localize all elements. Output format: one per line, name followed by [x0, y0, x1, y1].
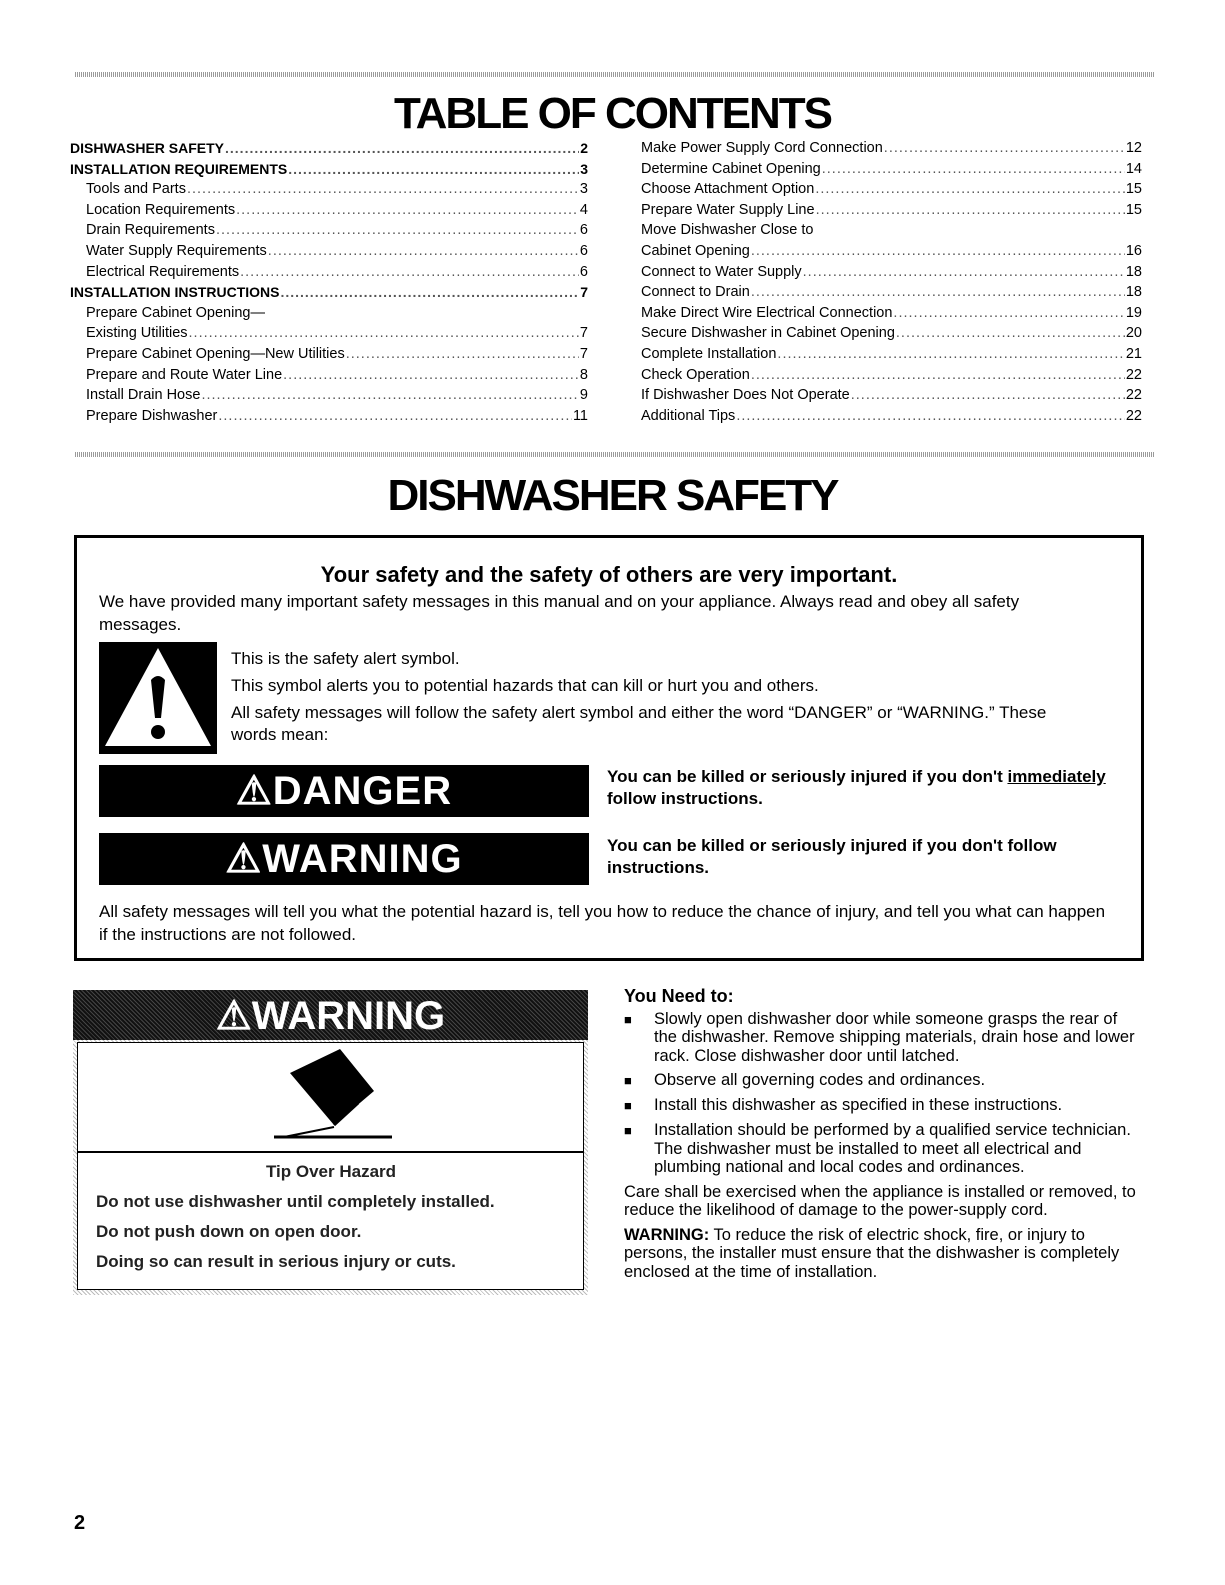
- toc-entry-label: Existing Utilities: [86, 325, 188, 342]
- toc-entry-label: Check Operation: [641, 366, 750, 383]
- toc-entry-label: Determine Cabinet Opening: [641, 160, 821, 177]
- toc-entry[interactable]: [641, 241, 1142, 262]
- safety-box-title: Your safety and the safety of others are very important.: [320, 562, 898, 587]
- danger-text-emphasis: immediately: [1007, 767, 1106, 786]
- toc-leader-dots: [346, 344, 579, 365]
- toc-entry[interactable]: [70, 385, 588, 406]
- toc-leader-dots: [896, 323, 1125, 344]
- toc-entry-label: Drain Requirements: [86, 222, 215, 239]
- toc-leader-dots: [280, 282, 579, 303]
- list-item: [624, 1121, 1144, 1177]
- danger-text-a: You can be killed or seriously injured if you don't: [607, 767, 1008, 786]
- list-item: [624, 1096, 1144, 1115]
- bullet-square-icon: ■: [624, 1098, 632, 1113]
- toc-entry-label: Prepare Cabinet Opening—New Utilities: [86, 345, 345, 362]
- tip-over-hazard: Tip Over Hazard: [265, 1162, 397, 1181]
- warning-paragraph: [624, 1226, 1144, 1282]
- toc-entry-page: 4: [579, 201, 588, 218]
- warning-text: You can be killed or seriously injured if you don't follow instructions.: [607, 836, 1057, 877]
- alert-lines: [231, 648, 1111, 751]
- toc-leader-dots: [777, 344, 1124, 365]
- warning-label: WARNING: [262, 837, 463, 881]
- tip-over-line: Do not use dishwasher until completely installed.: [96, 1192, 495, 1211]
- toc-leader-dots: [268, 241, 579, 262]
- toc-left-column: [70, 138, 588, 426]
- tip-over-warning-label: WARNING: [251, 994, 446, 1038]
- toc-leader-dots: [751, 365, 1125, 386]
- toc-entry-label: Secure Dishwasher in Cabinet Opening: [641, 325, 895, 342]
- warning-paragraph-label: WARNING:: [624, 1225, 710, 1244]
- toc-entry[interactable]: [70, 323, 588, 344]
- list-item-text: Observe all governing codes and ordinances.: [654, 1071, 986, 1089]
- toc-entry[interactable]: [70, 220, 588, 241]
- danger-label: DANGER: [272, 769, 453, 813]
- alert-triangle-icon: ⚠: [225, 837, 263, 881]
- toc-entry[interactable]: [70, 262, 588, 283]
- toc-entry-page: 11: [572, 407, 588, 424]
- toc-entry[interactable]: [641, 344, 1142, 365]
- alert-triangle-icon: ⚠: [215, 994, 252, 1038]
- toc-title: TABLE OF CONTENTS: [394, 89, 831, 138]
- toc-right-column: [641, 138, 1142, 426]
- alert-line: This symbol alerts you to potential hazards that can kill or hurt you and others.: [231, 676, 819, 695]
- toc-entry[interactable]: [641, 200, 1142, 221]
- toc-entry-label: Prepare and Route Water Line: [86, 366, 283, 383]
- you-need-to-section: [624, 987, 1144, 1281]
- danger-text: [607, 766, 1127, 810]
- toc-entry-page: 15: [1125, 201, 1142, 218]
- toc-entry-label: Water Supply Requirements: [86, 242, 267, 259]
- toc-entry-label: Prepare Dishwasher: [86, 407, 218, 424]
- tip-over-line: Doing so can result in serious injury or cuts.: [96, 1252, 456, 1271]
- tip-over-warning-header: [73, 990, 588, 1040]
- toc-entry[interactable]: [641, 406, 1142, 427]
- toc-entry-page: 6: [579, 222, 588, 239]
- toc-entry-page: 6: [579, 242, 588, 259]
- toc-leader-dots: [803, 262, 1125, 283]
- toc-leader-dots: [225, 138, 579, 159]
- toc-entry-label: Cabinet Opening: [641, 242, 750, 259]
- toc-entry-page: 21: [1125, 345, 1142, 362]
- toc-entry-page: 8: [579, 366, 588, 383]
- toc-entry-label: INSTALLATION INSTRUCTIONS: [70, 284, 280, 301]
- bullet-square-icon: ■: [624, 1073, 632, 1088]
- toc-entry[interactable]: [70, 344, 588, 365]
- toc-entry[interactable]: [641, 282, 1142, 303]
- toc-entry-label: Tools and Parts: [86, 181, 186, 198]
- toc-entry-page: 7: [579, 325, 588, 342]
- tip-over-line: Do not push down on open door.: [96, 1222, 362, 1241]
- toc-entry-label: Install Drain Hose: [86, 387, 201, 404]
- warning-signal-bar: [99, 833, 589, 885]
- toc-entry[interactable]: [641, 303, 1142, 324]
- toc-entry-label: Additional Tips: [641, 407, 736, 424]
- toc-entry[interactable]: [70, 365, 588, 386]
- safety-footer: All safety messages will tell you what the potential hazard is, tell you how to reduce the chance of injury, and tell you what can happen if the instructions are not followed.: [99, 902, 1106, 944]
- toc-entry-label: Electrical Requirements: [86, 263, 240, 280]
- list-item: [624, 1071, 1144, 1090]
- toc-entry[interactable]: [70, 282, 588, 303]
- toc-leader-dots: [851, 385, 1125, 406]
- toc-entry-label: Connect to Drain: [641, 284, 750, 301]
- toc-entry[interactable]: [70, 200, 588, 221]
- safety-box: [74, 535, 1144, 961]
- alert-line: This is the safety alert symbol.: [231, 649, 460, 668]
- toc-entry-page: 20: [1125, 325, 1142, 342]
- toc-leader-dots: [893, 303, 1124, 324]
- toc-entry-page: 15: [1125, 181, 1142, 198]
- toc-entry-page: 12: [1125, 140, 1142, 156]
- toc-leader-dots: [201, 385, 578, 406]
- toc-entry-page: 16: [1125, 242, 1142, 259]
- toc-entry[interactable]: [70, 179, 588, 200]
- toc-entry[interactable]: [641, 159, 1142, 180]
- toc-leader-dots: [751, 241, 1125, 262]
- care-paragraph: Care shall be exercised when the appliance is installed or removed, to reduce the likelihood of damage to the power-supply cord.: [624, 1182, 1136, 1219]
- toc-leader-dots: [236, 200, 579, 221]
- bullet-square-icon: ■: [624, 1011, 632, 1027]
- toc-leader-dots: [884, 138, 1125, 159]
- toc-entry-label: Prepare Water Supply Line: [641, 201, 815, 218]
- toc-leader-dots: [822, 159, 1125, 180]
- toc-leader-dots: [216, 220, 579, 241]
- safety-intro: We have provided many important safety messages in this manual and on your appliance. Always read and obey all safety messages.: [99, 592, 1020, 634]
- list-item: [624, 1010, 1144, 1066]
- toc-entry-page: 18: [1125, 284, 1142, 301]
- top-rule: [75, 72, 1155, 77]
- toc-leader-dots: [288, 159, 579, 180]
- toc-entry[interactable]: [641, 385, 1142, 406]
- toc-entry[interactable]: [641, 323, 1142, 344]
- toc-entry-page: 7: [580, 284, 588, 301]
- toc-entry-label: DISHWASHER SAFETY: [70, 140, 225, 156]
- bullet-square-icon: ■: [624, 1123, 632, 1138]
- toc-entry-page: 14: [1125, 160, 1142, 177]
- toc-entry[interactable]: [70, 303, 588, 324]
- alert-triangle-icon: ⚠: [235, 769, 273, 813]
- toc-entry[interactable]: [641, 365, 1142, 386]
- tip-over-text: [96, 1161, 566, 1273]
- toc-entry[interactable]: [641, 220, 1142, 241]
- alert-line: All safety messages will follow the safety alert symbol and either the word “DANGER” or “WARNING.” These words mean:: [231, 703, 1047, 744]
- toc-entry-label: Make Power Supply Cord Connection: [641, 140, 883, 156]
- warning-paragraph-text: To reduce the risk of electric shock, fire, or injury to persons, the installer must ensure that the dishwasher is completely enclosed at the time of installation.: [624, 1225, 1120, 1281]
- toc-entry[interactable]: [641, 179, 1142, 200]
- toc-leader-dots: [189, 323, 579, 344]
- toc-entry-page: 9: [579, 387, 588, 404]
- toc-leader-dots: [187, 179, 579, 200]
- toc-entry-label: If Dishwasher Does Not Operate: [641, 387, 850, 404]
- toc-entry-page: 22: [1125, 366, 1142, 383]
- safety-title: DISHWASHER SAFETY: [387, 471, 838, 520]
- toc-entry-page: 22: [1125, 387, 1142, 404]
- list-item-text: Install this dishwasher as specified in these instructions.: [654, 1096, 1063, 1114]
- you-need-to-heading: You Need to:: [624, 986, 734, 1006]
- toc-leader-dots: [283, 365, 579, 386]
- toc-entry-label: Move Dishwasher Close to: [641, 222, 814, 239]
- toc-entry[interactable]: [641, 138, 1142, 159]
- list-item-text: Slowly open dishwasher door while someone grasps the rear of the dishwasher. Remove shipping materials, drain hose and lower rack. Close dishwasher door until latched.: [654, 1009, 1135, 1065]
- danger-text-b: follow instructions.: [607, 789, 763, 808]
- tip-over-warning-box: [73, 990, 588, 1295]
- toc-entry-page: 7: [579, 345, 588, 362]
- middle-rule: [75, 452, 1155, 457]
- toc-entry[interactable]: [70, 406, 588, 427]
- toc-leader-dots: [816, 200, 1125, 221]
- toc-entry-label: Complete Installation: [641, 345, 777, 362]
- list-item-text: Installation should be performed by a qualified service technician. The dishwasher must be installed to meet all electrical and plumbing national and local codes and ordinances.: [654, 1121, 1131, 1176]
- toc-entry[interactable]: [70, 138, 588, 159]
- toc-entry-label: Choose Attachment Option: [641, 181, 815, 198]
- toc-entry-page: 2: [580, 140, 588, 156]
- toc-leader-dots: [240, 262, 579, 283]
- tip-over-warning-body: [77, 1042, 584, 1290]
- page-number: 2: [74, 1512, 86, 1534]
- toc-entry-label: Connect to Water Supply: [641, 263, 802, 280]
- safety-alert-icon: [99, 642, 217, 754]
- toc-entry-page: 18: [1125, 263, 1142, 280]
- toc-entry[interactable]: [641, 262, 1142, 283]
- toc-leader-dots: [218, 406, 572, 427]
- toc-entry-label: Make Direct Wire Electrical Connection: [641, 304, 893, 321]
- danger-signal-bar: [99, 765, 589, 817]
- toc-entry-page: 19: [1125, 304, 1142, 321]
- toc-leader-dots: [736, 406, 1125, 427]
- toc-leader-dots: [751, 282, 1125, 303]
- toc-entry[interactable]: [70, 159, 588, 180]
- toc-entry-page: 3: [580, 160, 588, 177]
- toc-leader-dots: [815, 179, 1125, 200]
- tip-over-pictogram: [78, 1043, 583, 1153]
- toc-entry-page: 22: [1125, 407, 1142, 424]
- toc-entry[interactable]: [70, 241, 588, 262]
- toc-entry-page: 3: [579, 181, 588, 198]
- toc-entry-label: Location Requirements: [86, 201, 236, 218]
- toc-entry-page: 6: [579, 263, 588, 280]
- toc-entry-label: INSTALLATION REQUIREMENTS: [70, 160, 288, 177]
- toc-entry-label: Prepare Cabinet Opening—: [86, 304, 265, 321]
